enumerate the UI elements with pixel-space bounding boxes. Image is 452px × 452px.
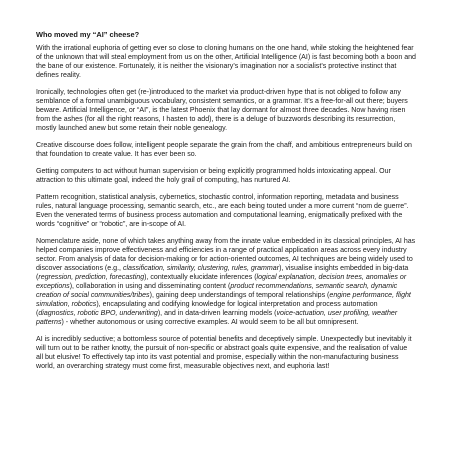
text-run: ), contextually elucidate inferences ( — [144, 273, 257, 281]
paragraph — [36, 45, 416, 81]
paragraph — [36, 194, 416, 230]
italic-text: product recommendations, semantic search, dynamic creation of social communities/tribes — [36, 282, 398, 299]
text-run: ), visualise insights embedded in big-data ( — [36, 265, 409, 281]
italic-text: logical explanation, decision trees, anomalies or exceptions — [36, 273, 407, 290]
text-run: ), encapsulating and codifying knowledge for logical interpretation and process automation ( — [36, 300, 378, 317]
italic-text: regression, prediction, forecasting — [38, 273, 145, 281]
text-run: ), collaboration in using and disseminating content ( — [69, 282, 231, 290]
text-run: Pattern recognition, statistical analysis, cybernetics, stochastic control, information reporting, metadata and business rules, natural language processing, semantic search, etc., are each being touted under a more current “nom de guerre”. Even the venerated terms of business process automation and computational learning, enigmatically prefixed with the words “cognitive” or “robotic”, are in-scope of AI. — [36, 194, 409, 228]
italic-text: voice-actuation, user profiling, weather patterns — [36, 309, 398, 326]
paragraph — [36, 142, 416, 160]
italic-text: classification, similarity, clustering, rules, grammar — [122, 265, 280, 272]
text-run: ), gaining deep understandings of temporal relationships ( — [149, 291, 330, 299]
paragraph — [36, 238, 416, 328]
document-title: Who moved my “AI” cheese? — [36, 30, 140, 39]
document-body — [36, 45, 416, 372]
italic-text: engine performance, flight simulation, robotics — [36, 291, 411, 308]
paragraph — [36, 168, 416, 186]
text-run: Getting computers to act without human supervision or being explicitly programmed holds intoxicating appeal. Our attraction to this ultimate goal, indeed the holy grail of computing, has nurtured AI. — [36, 168, 391, 184]
text-run: Ironically, technologies often get (re-)introduced to the market via product-driven hype that is not obliged to follow any semblance of a formal unambiguous vocabulary, consistent semantics, or a grammar. It’s a free-for-all out there; buyers beware. Artificial Intelligence, or “AI”, is the latest Phoenix that lay dormant for almost three decades. Now having risen from the ashes (for all the right reasons, I hasten to add), there is a deluge of buzzwords describing its resurrection, mostly launched anew but some retain their noble genealogy. — [36, 89, 408, 132]
paragraph — [36, 336, 416, 372]
text-run: ), and in data-driven learning models ( — [157, 309, 277, 317]
paragraph — [36, 89, 416, 134]
text-run: Nomenclature aside, none of which takes anything away from the innate value embedded in its classical principles, AI has helped companies improve effectiveness and efficiencies in a range of practical application areas across every industry sector. From analysis of data for decision-making or for action-oriented outcomes, AI techniques are being widely used to discover associations (e.g., — [36, 238, 416, 272]
italic-text: diagnostics, robotic BPO, underwriting — [38, 309, 158, 317]
text-run: ) - whether autonomous or using corrective examples. AI would seem to be all but omnipresent. — [61, 318, 359, 326]
text-run: With the irrational euphoria of getting ever so close to cloning humans on the one hand, while stoking the heightened fear of the unknown that will steal employment from us on the other, Artificial Intelligence (AI) is fast becoming both a boon and the bane of our existence. Fortunately, it is neither the visionary’s imagination nor a socialist’s protective instinct that defines reality. — [36, 45, 416, 79]
text-run: AI is incredibly seductive; a bottomless source of potential benefits and deceptively simple. Unexpectedly but inevitably it will turn out to be rather knotty, the pursuit of non-specific or abstract goals quite expensive, and the realisation of value all but elusive! To effectively tap into its vast potential and promise, especially within the non-manufacturing business world, an overarching strategy must come first, measurable objectives next, and euphoria last! — [36, 335, 412, 370]
text-run: Creative discourse does follow, intelligent people separate the grain from the chaff, and ambitious entrepreneurs build on that foundation to create value. It has ever been so. — [36, 141, 412, 158]
